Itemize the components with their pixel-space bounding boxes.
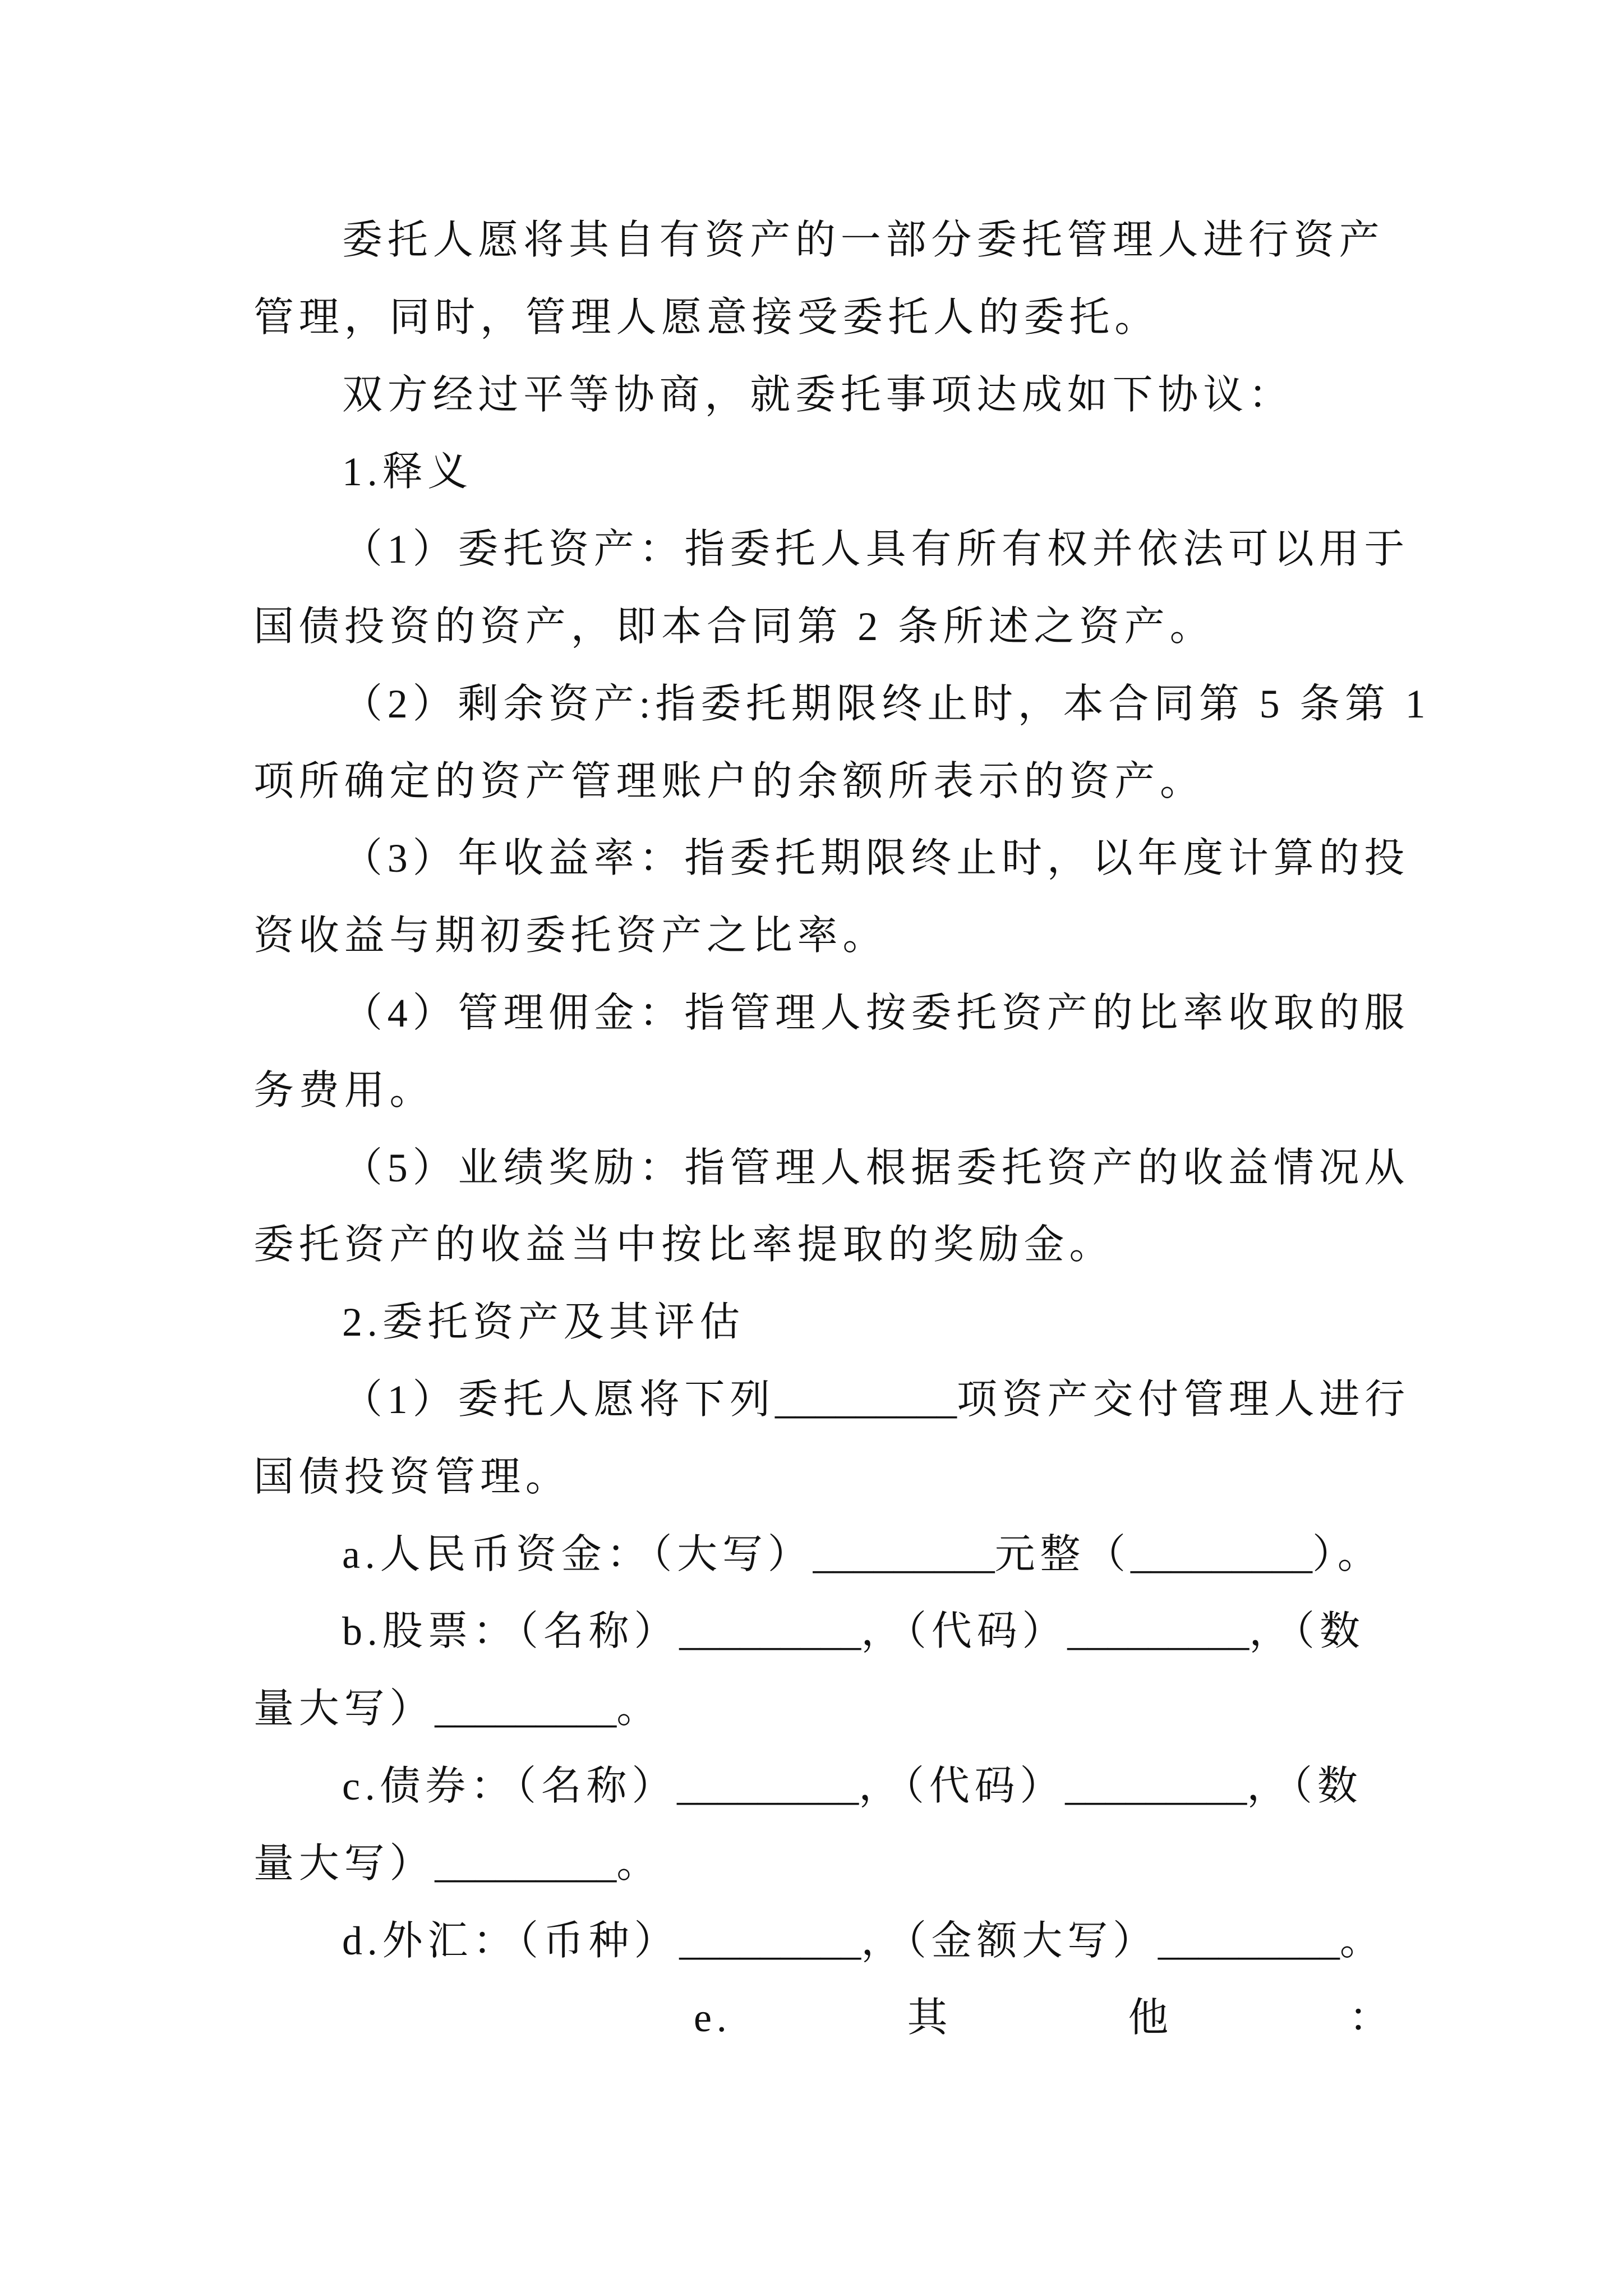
blank-field: _________ [775, 1377, 957, 1422]
asset-b-line-2 [253, 1671, 1459, 1748]
section-2-heading: 2.委托资产及其评估 [342, 1300, 745, 1345]
intro-paragraph-2-line-1: 双方经过平等协商，就委托事项达成如下协议： [342, 372, 1294, 417]
blank-field: _________ [679, 1918, 861, 1963]
asset-c-label: c.债券：（名称） [342, 1763, 677, 1809]
asset-d-text: ，（金额大写） [861, 1918, 1158, 1963]
asset-b-label: b.股票：（名称） [342, 1609, 680, 1654]
blank-field: _________ [1065, 1763, 1247, 1809]
blank-field: _________ [435, 1686, 617, 1732]
clause-1-text: 项资产交付管理人进行 [957, 1377, 1410, 1422]
definition-5-line-2: 委托资产的收益当中按比率提取的奖励金。 [253, 1222, 1115, 1268]
definition-4-line-1: （4）管理佣金：指管理人按委托资产的比率收取的服 [342, 990, 1410, 1036]
asset-d-label: d.外汇：（币种） [342, 1918, 680, 1963]
asset-e-label: e. [694, 1995, 732, 2041]
asset-a-label: a.人民币资金：（大写） [342, 1531, 813, 1577]
blank-field: _________ [679, 1609, 861, 1654]
asset-d-line [253, 1903, 1459, 1980]
definition-5-line-1: （5）业绩奖励：指管理人根据委托资产的收益情况从 [342, 1145, 1410, 1190]
definition-1-line-1: （1）委托资产：指委托人具有所有权并依法可以用于 [342, 527, 1410, 572]
asset-a-text: 元整（ [994, 1531, 1131, 1577]
blank-field: _________ [435, 1841, 617, 1886]
asset-b-text: 量大写） [253, 1686, 435, 1732]
asset-a-line [253, 1516, 1459, 1594]
definition-1-line-2: 国债投资的资产，即本合同第 2 条所述之资产。 [253, 604, 1215, 649]
asset-c-text: 量大写） [253, 1841, 435, 1886]
clause-1-line-1 [253, 1361, 1459, 1439]
definition-3-line-1: （3）年收益率：指委托期限终止时，以年度计算的投 [342, 836, 1410, 881]
asset-e-char: 其 [907, 1995, 953, 2041]
definition-2-line-2: 项所确定的资产管理账户的余额所表示的资产。 [253, 758, 1205, 804]
asset-c-text: ，（代码） [859, 1763, 1066, 1809]
definition-3-line-2: 资收益与期初委托资产之比率。 [253, 913, 888, 959]
asset-b-text: 。 [616, 1686, 662, 1732]
definition-4-line-2: 务费用。 [253, 1068, 435, 1113]
asset-c-text: 。 [616, 1841, 662, 1886]
asset-b-text: ，（代码） [861, 1609, 1068, 1654]
section-1-heading: 1.释义 [342, 449, 473, 495]
asset-b-line-1 [253, 1593, 1459, 1671]
blank-field: _________ [1158, 1918, 1340, 1963]
blank-field: _________ [813, 1531, 995, 1577]
asset-b-text: ，（数 [1249, 1609, 1365, 1654]
asset-c-text: ，（数 [1247, 1763, 1363, 1809]
asset-e-justified-text [694, 1980, 1394, 2057]
blank-field: _________ [1130, 1531, 1312, 1577]
intro-paragraph-1-line-2: 管理，同时，管理人愿意接受委托人的委托。 [253, 295, 1160, 340]
blank-field: _________ [677, 1763, 859, 1809]
asset-c-line-2 [253, 1825, 1459, 1903]
asset-e-colon: ： [1349, 1995, 1394, 2041]
asset-d-text: 。 [1339, 1918, 1385, 1963]
blank-field: _________ [1067, 1609, 1249, 1654]
asset-c-line-1 [253, 1748, 1459, 1825]
asset-e-char: 他 [1128, 1995, 1174, 2041]
clause-1-text: （1）委托人愿将下列 [342, 1377, 776, 1422]
intro-paragraph-1-line-1: 委托人愿将其自有资产的一部分委托管理人进行资产 [342, 218, 1385, 263]
document-body [253, 202, 1459, 2057]
definition-2-line-1: （2）剩余资产:指委托期限终止时，本合同第 5 条第 1 [342, 681, 1431, 726]
asset-e-line [253, 1980, 1459, 2057]
clause-1-line-2: 国债投资管理。 [253, 1454, 571, 1499]
asset-a-text: ）。 [1312, 1531, 1383, 1577]
